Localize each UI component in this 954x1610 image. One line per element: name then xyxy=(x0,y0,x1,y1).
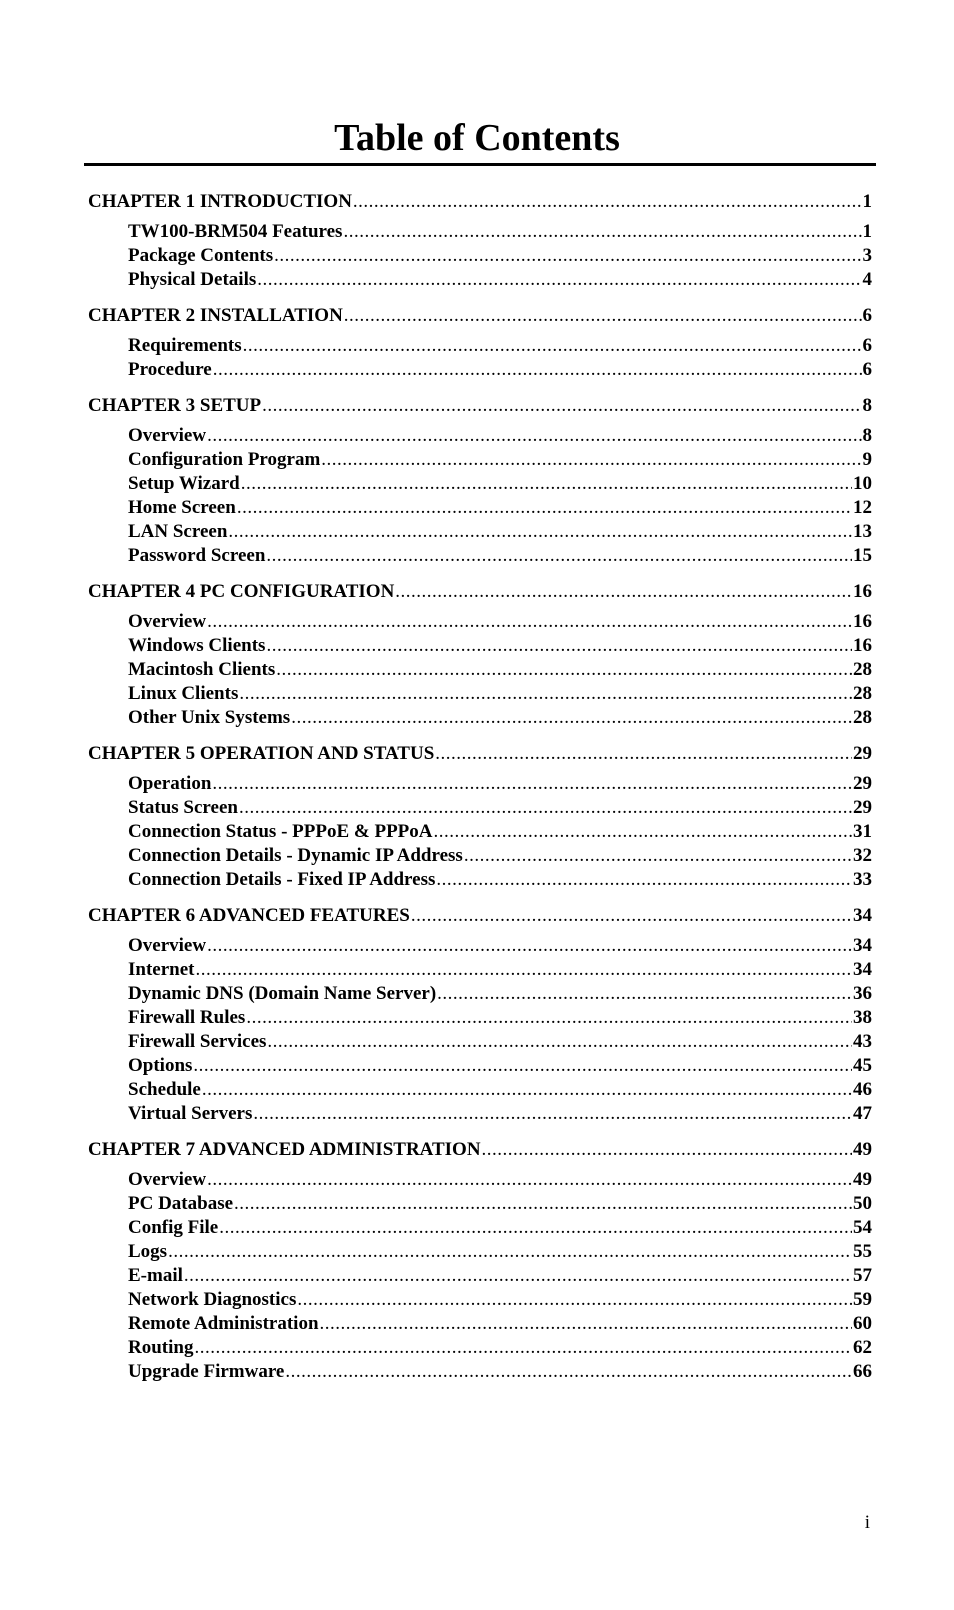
dot-leader xyxy=(266,544,852,568)
toc-section-entry[interactable] xyxy=(88,220,872,244)
dot-leader xyxy=(464,844,852,868)
toc-entry-label: Schedule xyxy=(128,1079,201,1100)
toc-entry-page: 16 xyxy=(853,611,872,632)
toc-section-entry[interactable] xyxy=(88,682,872,706)
toc-entry-label: Overview xyxy=(128,425,207,446)
toc-section-entry[interactable] xyxy=(88,844,872,868)
dot-leader xyxy=(291,706,852,730)
toc-entry-label: Home Screen xyxy=(128,497,236,518)
toc-entry-label: Linux Clients xyxy=(128,683,239,704)
toc-section-entry[interactable] xyxy=(88,1264,872,1288)
toc-entry-page: 6 xyxy=(862,305,872,326)
toc-entry-label: Setup Wizard xyxy=(128,473,240,494)
toc-entry-label: Remote Administration xyxy=(128,1313,319,1334)
toc-entry-page: 28 xyxy=(853,707,872,728)
toc-entry-label: Other Unix Systems xyxy=(128,707,291,728)
toc-entry-label: CHAPTER 5 OPERATION AND STATUS xyxy=(88,743,435,764)
toc-entry-page: 45 xyxy=(853,1055,872,1076)
toc-entry-page: 16 xyxy=(853,635,872,656)
toc-entry-page: 36 xyxy=(853,983,872,1004)
dot-leader xyxy=(297,1288,852,1312)
dot-leader xyxy=(353,190,862,214)
dot-leader xyxy=(243,334,862,358)
toc-entry-page: 16 xyxy=(853,581,872,602)
toc-entry-page: 43 xyxy=(853,1031,872,1052)
dot-leader xyxy=(207,1168,852,1192)
toc-entry-page: 12 xyxy=(853,497,872,518)
toc-entry-page: 60 xyxy=(853,1313,872,1334)
toc-entry-page: 3 xyxy=(862,245,872,266)
toc-entry-label: Status Screen xyxy=(128,797,238,818)
dot-leader xyxy=(241,472,852,496)
dot-leader xyxy=(193,1054,852,1078)
toc-chapter-entry[interactable] xyxy=(88,742,872,766)
dot-leader xyxy=(195,958,852,982)
dot-leader xyxy=(482,1138,852,1162)
toc-entry-page: 34 xyxy=(853,935,872,956)
toc-entry-page: 55 xyxy=(853,1241,872,1262)
toc-chapter-entry[interactable] xyxy=(88,1138,872,1162)
toc-entry-page: 1 xyxy=(862,221,872,242)
toc-chapter-entry[interactable] xyxy=(88,190,872,214)
dot-leader xyxy=(246,1006,852,1030)
toc-entry-label: Connection Details - Dynamic IP Address xyxy=(128,845,463,866)
toc-entry-label: CHAPTER 7 ADVANCED ADMINISTRATION xyxy=(88,1139,481,1160)
toc-entry-page: 8 xyxy=(862,395,872,416)
toc-entry-page: 54 xyxy=(853,1217,872,1238)
toc-entry-page: 29 xyxy=(853,743,872,764)
toc-entry-page: 28 xyxy=(853,683,872,704)
dot-leader xyxy=(274,244,861,268)
title-rule xyxy=(84,163,876,166)
toc-entry-page: 8 xyxy=(862,425,872,446)
toc-section-entry[interactable] xyxy=(88,706,872,730)
toc-section-entry[interactable] xyxy=(88,496,872,520)
toc-section-entry[interactable] xyxy=(88,934,872,958)
dot-leader xyxy=(436,868,852,892)
toc-entry-label: Requirements xyxy=(128,335,242,356)
toc-entry-label: Windows Clients xyxy=(128,635,266,656)
toc-section-entry[interactable] xyxy=(88,1360,872,1384)
toc-section-entry[interactable] xyxy=(88,1336,872,1360)
toc-section-entry[interactable] xyxy=(88,268,872,292)
page-number: i xyxy=(864,1512,870,1533)
toc-section-entry[interactable] xyxy=(88,448,872,472)
toc-section-entry[interactable] xyxy=(88,1030,872,1054)
toc-section-entry[interactable] xyxy=(88,1216,872,1240)
toc-chapter-group xyxy=(88,904,872,1126)
dot-leader xyxy=(437,982,852,1006)
toc-section-entry[interactable] xyxy=(88,1312,872,1336)
dot-leader xyxy=(184,1264,852,1288)
toc-entry-page: 29 xyxy=(853,797,872,818)
toc-entry-label: Physical Details xyxy=(128,269,257,290)
toc-entry-page: 4 xyxy=(862,269,872,290)
toc-entry-label: CHAPTER 6 ADVANCED FEATURES xyxy=(88,905,410,926)
toc-section-entry[interactable] xyxy=(88,520,872,544)
toc-section-entry[interactable] xyxy=(88,658,872,682)
toc-entry-page: 62 xyxy=(853,1337,872,1358)
dot-leader xyxy=(262,394,861,418)
toc-entry-label: Macintosh Clients xyxy=(128,659,276,680)
dot-leader xyxy=(344,304,862,328)
toc-section-entry[interactable] xyxy=(88,868,872,892)
toc-entry-label: Overview xyxy=(128,935,207,956)
dot-leader xyxy=(266,634,852,658)
dot-leader xyxy=(320,1312,852,1336)
dot-leader xyxy=(411,904,852,928)
toc-entry-page: 49 xyxy=(853,1139,872,1160)
toc-entry-label: Firewall Services xyxy=(128,1031,267,1052)
toc-section-entry[interactable] xyxy=(88,1006,872,1030)
toc-entry-page: 38 xyxy=(853,1007,872,1028)
dot-leader xyxy=(276,658,852,682)
toc-entry-label: Routing xyxy=(128,1337,194,1358)
toc-entry-page: 46 xyxy=(853,1079,872,1100)
toc-entry-label: PC Database xyxy=(128,1193,234,1214)
toc-entry-label: Password Screen xyxy=(128,545,266,566)
toc-chapter-group xyxy=(88,1138,872,1384)
toc-entry-page: 15 xyxy=(853,545,872,566)
dot-leader xyxy=(234,1192,852,1216)
dot-leader xyxy=(212,772,852,796)
toc-section-entry[interactable] xyxy=(88,1168,872,1192)
toc-section-entry[interactable] xyxy=(88,334,872,358)
toc-entry-label: Operation xyxy=(128,773,212,794)
toc-chapter-entry[interactable] xyxy=(88,904,872,928)
toc-section-entry[interactable] xyxy=(88,820,872,844)
toc-entry-page: 57 xyxy=(853,1265,872,1286)
dot-leader xyxy=(219,1216,852,1240)
toc-section-entry[interactable] xyxy=(88,1240,872,1264)
toc-section-entry[interactable] xyxy=(88,634,872,658)
dot-leader xyxy=(285,1360,852,1384)
toc-chapter-entry[interactable] xyxy=(88,304,872,328)
dot-leader xyxy=(207,610,852,634)
toc-entry-page: 34 xyxy=(853,959,872,980)
toc-entry-label: Connection Status - PPPoE & PPPoA xyxy=(128,821,433,842)
toc-entry-page: 47 xyxy=(853,1103,872,1124)
toc-entry-label: Options xyxy=(128,1055,193,1076)
toc-entry-label: TW100-BRM504 Features xyxy=(128,221,343,242)
toc-entry-label: Configuration Program xyxy=(128,449,321,470)
toc-entry-label: Dynamic DNS (Domain Name Server) xyxy=(128,983,437,1004)
page-title: Table of Contents xyxy=(334,117,620,159)
toc-section-entry[interactable] xyxy=(88,358,872,382)
dot-leader xyxy=(267,1030,852,1054)
dot-leader xyxy=(435,742,852,766)
toc-entry-label: Config File xyxy=(128,1217,219,1238)
dot-leader xyxy=(194,1336,852,1360)
toc-entry-label: Connection Details - Fixed IP Address xyxy=(128,869,436,890)
dot-leader xyxy=(207,934,852,958)
toc-chapter-group xyxy=(88,190,872,292)
toc-entry-page: 29 xyxy=(853,773,872,794)
toc-entry-label: E-mail xyxy=(128,1265,183,1286)
toc-chapter-group xyxy=(88,580,872,730)
dot-leader xyxy=(239,682,852,706)
toc-entry-page: 10 xyxy=(853,473,872,494)
toc-chapter-group xyxy=(88,394,872,568)
dot-leader xyxy=(237,496,852,520)
toc-entry-page: 49 xyxy=(853,1169,872,1190)
toc-entry-label: Upgrade Firmware xyxy=(128,1361,285,1382)
toc-entry-label: CHAPTER 3 SETUP xyxy=(88,395,262,416)
toc-entry-page: 6 xyxy=(862,359,872,380)
toc-entry-page: 6 xyxy=(862,335,872,356)
toc-chapter-entry[interactable] xyxy=(88,580,872,604)
toc-section-entry[interactable] xyxy=(88,472,872,496)
toc-entry-label: Virtual Servers xyxy=(128,1103,253,1124)
toc-entry-label: LAN Screen xyxy=(128,521,228,542)
dot-leader xyxy=(168,1240,852,1264)
dot-leader xyxy=(257,268,861,292)
dot-leader xyxy=(213,358,862,382)
toc-entry-page: 50 xyxy=(853,1193,872,1214)
toc-section-entry[interactable] xyxy=(88,244,872,268)
dot-leader xyxy=(253,1102,852,1126)
toc-entry-page: 32 xyxy=(853,845,872,866)
toc-section-entry[interactable] xyxy=(88,610,872,634)
toc-section-entry[interactable] xyxy=(88,1288,872,1312)
toc-section-entry[interactable] xyxy=(88,958,872,982)
toc-section-entry[interactable] xyxy=(88,424,872,448)
toc-section-entry[interactable] xyxy=(88,796,872,820)
dot-leader xyxy=(239,796,852,820)
dot-leader xyxy=(395,580,852,604)
toc-entry-label: Procedure xyxy=(128,359,212,380)
toc-entry-page: 34 xyxy=(853,905,872,926)
toc-chapter-entry[interactable] xyxy=(88,394,872,418)
toc-entry-label: CHAPTER 2 INSTALLATION xyxy=(88,305,343,326)
toc-entry-page: 9 xyxy=(862,449,872,470)
toc-entry-page: 31 xyxy=(853,821,872,842)
dot-leader xyxy=(228,520,852,544)
toc-entry-label: CHAPTER 4 PC CONFIGURATION xyxy=(88,581,395,602)
dot-leader xyxy=(202,1078,852,1102)
dot-leader xyxy=(207,424,861,448)
toc-entry-page: 33 xyxy=(853,869,872,890)
table-of-contents xyxy=(88,190,872,1384)
toc-entry-page: 28 xyxy=(853,659,872,680)
toc-chapter-group xyxy=(88,742,872,892)
toc-section-entry[interactable] xyxy=(88,1078,872,1102)
toc-entry-label: Overview xyxy=(128,611,207,632)
toc-section-entry[interactable] xyxy=(88,544,872,568)
toc-entry-label: Firewall Rules xyxy=(128,1007,246,1028)
toc-section-entry[interactable] xyxy=(88,772,872,796)
toc-section-entry[interactable] xyxy=(88,1102,872,1126)
toc-entry-page: 59 xyxy=(853,1289,872,1310)
toc-section-entry[interactable] xyxy=(88,982,872,1006)
toc-entry-label: Network Diagnostics xyxy=(128,1289,297,1310)
toc-entry-label: Logs xyxy=(128,1241,168,1262)
dot-leader xyxy=(434,820,852,844)
dot-leader xyxy=(321,448,861,472)
toc-section-entry[interactable] xyxy=(88,1192,872,1216)
toc-entry-page: 13 xyxy=(853,521,872,542)
toc-entry-label: Internet xyxy=(128,959,195,980)
toc-section-entry[interactable] xyxy=(88,1054,872,1078)
toc-chapter-group xyxy=(88,304,872,382)
toc-entry-page: 66 xyxy=(853,1361,872,1382)
toc-entry-label: Package Contents xyxy=(128,245,274,266)
toc-entry-label: Overview xyxy=(128,1169,207,1190)
toc-entry-page: 1 xyxy=(862,191,872,212)
dot-leader xyxy=(343,220,861,244)
toc-entry-label: CHAPTER 1 INTRODUCTION xyxy=(88,191,352,212)
